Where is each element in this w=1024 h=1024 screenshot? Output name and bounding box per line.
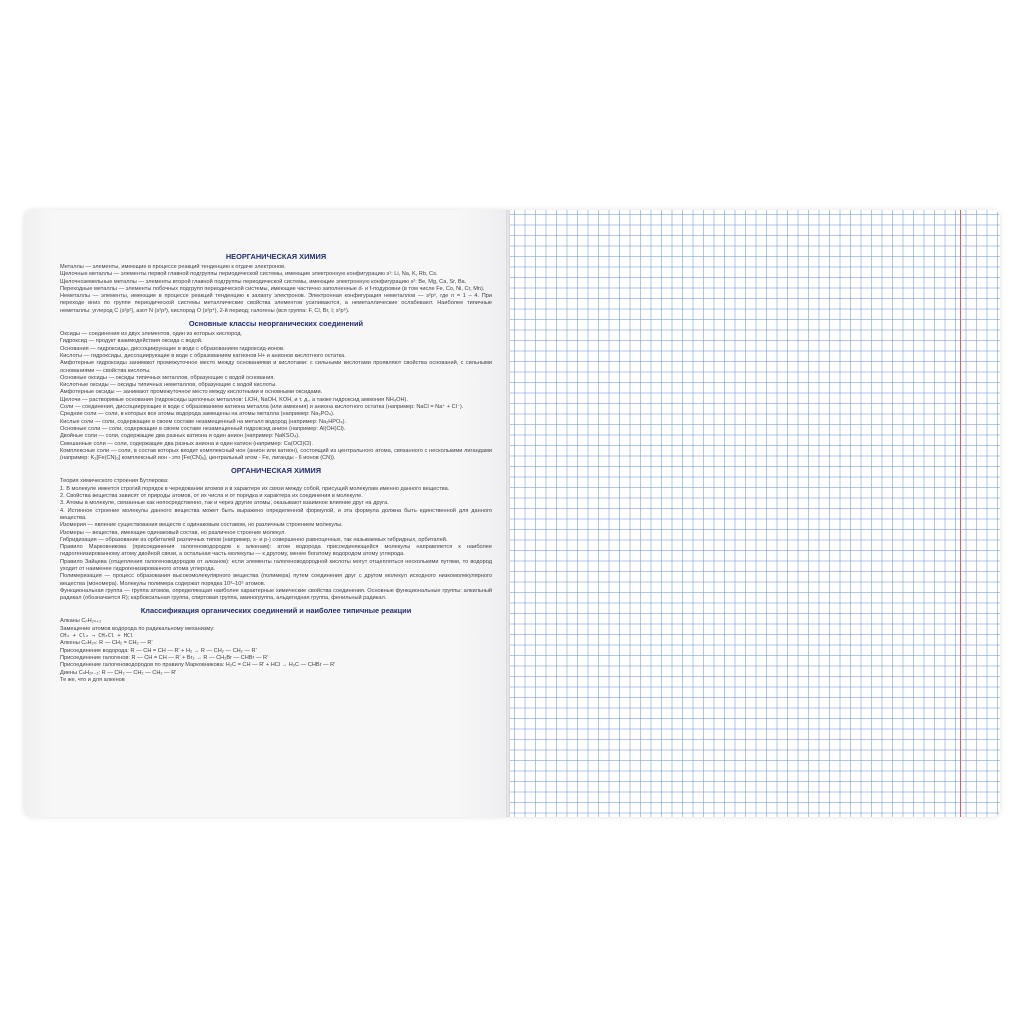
text-line: Правило Марковникова (присоединения галогеноводородов к алкенам): атом водорода присоединяющейся молекулы направляется к наиболее гидрогенизированному атому двойной связи, а остальная часть молекулы — к другому, менее богатому водородом атому углерода. bbox=[60, 544, 492, 558]
formula-line: CH₄ + Cl₂ → CH₃Cl + HCl bbox=[60, 633, 134, 640]
text-line: Замещение атомов водорода по радикальному механизму: bbox=[60, 625, 215, 632]
text-line: Присоединение галогенов: R — CH = CH — R' + Br₂ → R — CH₂Br — CHBr — R' bbox=[60, 654, 269, 661]
section-heading-organic: ОРГАНИЧЕСКАЯ ХИМИЯ bbox=[230, 466, 322, 476]
text-line: Щелочноземельные металлы — элементы второй главной подгруппы периодической системы, имеющие электронную конфигурацию s²: Be, Mg, Ca, Sr, Ba. bbox=[60, 278, 467, 285]
text-line: Полимеризация — процесс образования высокомолекулярного вещества (полимера) путем соединения друг с другом молекул исходного низкомолекулярного вещества (мономера). Молекулы полимера содержат порядка 10³–10⁵ атомов. bbox=[60, 573, 492, 587]
section-heading-inorganic-classes: Основные классы неорганических соединений bbox=[188, 319, 364, 329]
text-line: Правило Зайцева (отщепления галогеноводородов от алканов): если элементы галогеноводородной кислоты могут отщепляться несколькими путями, то водород уходит от наименее гидрогенизированного атома углерода. bbox=[60, 558, 492, 572]
text-line: 4. Истинное строение молекулы данного вещества может быть выражено определенной формулой, и эта формула должна быть единственной для данного вещества. bbox=[60, 507, 492, 521]
open-notebook bbox=[24, 210, 1000, 817]
text-line: Комплексные соли — соли, в состав которых входит комплексный ион (анион или катион), состоящий из центрального атома, связанного с несколькими лигандами (например: K₃[Fe(CN)₆] комплексный ион - это [Fe(CN)₆], центральный атом - Fe, лиганды - 6 ионов (CN)). bbox=[60, 447, 492, 462]
text-line: Основания — гидроксиды, диссоциирующие в воде с образованием гидроксид-ионов. bbox=[60, 345, 285, 352]
text-line: Алкены CₙH₂ₙ: R — CH₂ = CH₂ — R' bbox=[60, 640, 153, 647]
text-line: Оксиды — соединения из двух элементов, один из которых кислород. bbox=[60, 331, 243, 338]
text-line: Двойные соли — соли, содержащие два разных катиона и один анион (например: NaKSO₄). bbox=[60, 433, 300, 440]
grid-paper-page bbox=[510, 210, 1000, 817]
text-line: Щелочи — растворимые основания (гидроксиды щелочных металлов: LiOH, NaOH, KOH, и т. д., а также гидроксид аммония NH₄OH). bbox=[60, 396, 408, 403]
text-line: Соли — соединения, диссоциирующие в воде с образованием катиона металла (или аммония) и аниона кислотного остатка (например: NaCl = Na⁺ + Cl⁻). bbox=[60, 404, 464, 411]
text-line: Смешанные соли — соли, содержащие два разных аниона и один катион (например: Ca(OCl)Cl). bbox=[60, 440, 313, 447]
text-line: Кислотные оксиды — оксиды типичных неметаллов, образующие с водой кислоты. bbox=[60, 382, 277, 389]
reference-text bbox=[60, 248, 492, 684]
text-line: 1. В молекуле имеется строгий порядок в чередовании атомов и в характере их связи между собой, присущий молекулам именно данного вещества. bbox=[60, 485, 450, 492]
text-line: Основные оксиды — оксиды типичных металлов, образующие с водой основания. bbox=[60, 374, 275, 381]
text-line: Основные соли — соли, содержащие в своем составе незамещенный гидроксид анион (например: Al(OH)Cl). bbox=[60, 425, 346, 432]
text-line: Присоединение галогеноводородов по правилу Марковникова: H₂C = CH — R' + HCl → H₃C — CHBr — R' bbox=[60, 662, 336, 669]
text-line: Гибридизация — образование из орбиталей различных типов (например, s- и p-) совершенно равноценных, так называемых гибридных, орбиталей. bbox=[60, 536, 448, 543]
text-line: Функциональная группа — группа атомов, определяющая наиболее характерные химические свойства соединения. Основные функциональные группы: алкильный радикал (обозначается R); карбоксильная группа, спиртовая группа, аминогруппа, альдегидная группа, фенильный радикал. bbox=[60, 587, 492, 602]
text-line: Изомеры — вещества, имеющие одинаковый состав, но различное строение молекул. bbox=[60, 529, 286, 536]
text-line: Амфотерные гидроксиды занимают промежуточное место между основаниями и кислотами: с сильными кислотами проявляют свойства оснований, с сильными основаниями — свойства кислоты. bbox=[60, 360, 492, 374]
text-line: Диены CₙH₂ₙ₋₂: R — CH₂ — CH₂ — CH₂ — R' bbox=[60, 669, 177, 676]
red-margin-line bbox=[960, 210, 961, 817]
reference-page bbox=[24, 210, 506, 817]
text-line: Кислые соли — соли, содержащие в своем составе незамещенный на металл водород (например: Na₂HPO₄). bbox=[60, 418, 347, 425]
text-line: Щелочные металлы — элементы первой главной подгруппы периодической системы, имеющие электронную конфигурацию s¹: Li, Na, K, Rb, Cs. bbox=[60, 271, 438, 278]
text-line: Металлы — элементы, имеющие в процессе реакций тенденцию к отдаче электронов. bbox=[60, 264, 286, 270]
text-line: Неметаллы — элементы, имеющие в процессе реакций тенденцию к захвату электронов. Электронная конфигурация неметаллов — s²pⁿ, где n = 1 – 4. При переходе вниз по группе периодической системы металлические свойства элементов усиливаются, а неметаллические ослабевают. Наиболее типичные неметаллы: углерод C (s²p²), азот N (s²p³), кислород O (s²p⁴), 2-й период; галогены (вся группа: F, Cl, Br, I; s²p⁵). bbox=[60, 293, 492, 314]
text-line: Присоединение водорода: R — CH = CH — R' + H₂ → R — CH₂ — CH₂ — R' bbox=[60, 647, 257, 654]
text-line: Алканы CₙH₂ₙ₊₂ bbox=[60, 618, 102, 625]
section-heading-inorganic: НЕОРГАНИЧЕСКАЯ ХИМИЯ bbox=[225, 252, 327, 261]
text-line: Теория химического строения Бутлерова: bbox=[60, 478, 169, 485]
text-line: Изомерия — явление существования веществ с одинаковым составом, но различным строением молекулы. bbox=[60, 522, 343, 529]
text-line: 3. Атомы в молекуле, связанные как непосредственно, так и через другие атомы, оказывают взаимное влияние друг на друга. bbox=[60, 500, 389, 507]
text-line: Гидроксид — продукт взаимодействия оксида с водой. bbox=[60, 338, 203, 345]
text-line: Амфотерные оксиды — занимают промежуточное место между кислотными и основными оксидами. bbox=[60, 389, 323, 396]
section-heading-classification: Классификация органических соединений и наиболее типичные реакции bbox=[140, 606, 412, 616]
text-line: 2. Свойства вещества зависят от природы атомов, от их числа и от порядка и характера их соединения в молекуле. bbox=[60, 493, 363, 500]
text-line: Те же, что и для алкенов bbox=[60, 676, 125, 683]
text-line: Переходные металлы — элементы побочных подгрупп периодической системы, имеющие частично заполненные d- и f-подуровни (в том числе Fe, Co, Ni, Cr, Mn). bbox=[60, 285, 485, 292]
text-line: Средние соли — соли, в которых все атомы водорода замещены на атомы металла (например: Na₃PO₄). bbox=[60, 411, 335, 418]
text-line: Кислоты — гидроксиды, диссоциирующие в воде с образованием катионов H+ и анионов кислотного остатка. bbox=[60, 352, 346, 359]
